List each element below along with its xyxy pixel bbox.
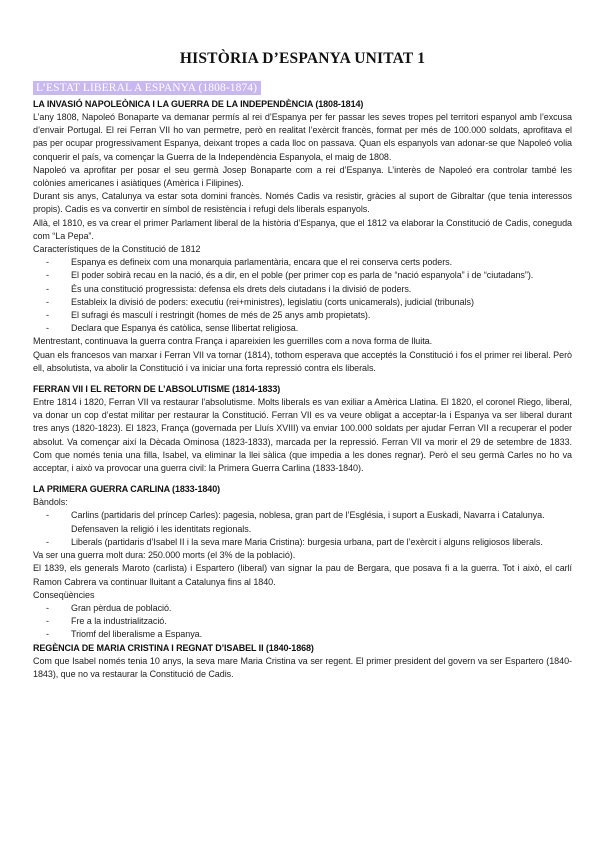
list-item: - Estableix la divisió de poders: executiu (rei+ministres), legislatiu (corts unicamerals), judicial (tribunals) — [71, 296, 572, 309]
list-item: - Fre a la industrialització. — [71, 615, 572, 628]
paragraph: Napoleó va aprofitar per posar el seu germà Josep Bonaparte com a rei d’Espanya. L’interès de Napoleó era controlar també les colònies americanes i asiàtiques (Amèrica i Filipines). — [33, 164, 572, 189]
paragraph: Va ser una guerra molt dura: 250.000 morts (el 3% de la població). — [33, 550, 296, 561]
paragraph: Allà, el 1810, es va crear el primer Parlament liberal de la història d’Espanya, que el 1812 va elaborar la Constitució de Cadis, coneguda com “La Pepa”. — [33, 217, 572, 241]
paragraph: Durant sis anys, Catalunya va estar sota domini francès. Només Cadis va resistir, gràcies al suport de Gibraltar (que tenia interessos propis). Cadis es va convertir en símbol de resistència i refugi dels liberals espanyols. — [33, 191, 572, 215]
paragraph: Quan els francesos van marxar i Ferran VII va tornar (1814), tothom esperava que acceptés la Constitució i fos el primer rei liberal. Però ell, absolutista, va abolir la Constitució i va iniciar una forta repressió contra els liberals. — [33, 349, 572, 373]
list-item: - Gran pèrdua de població. — [71, 602, 572, 615]
list-item: - Declara que Espanya és catòlica, sense llibertat religiosa. — [71, 322, 572, 335]
section-heading-invasio: LA INVASIÓ NAPOLEÒNICA I LA GUERRA DE LA INDEPENDÈNCIA (1808-1814) — [33, 99, 364, 109]
paragraph: Mentrestant, continuava la guerra contra França i apareixien les guerrilles com a nova forma de lluita. — [33, 336, 433, 347]
list-item: - Carlins (partidaris del príncep Carles): pagesia, noblesa, gran part de l’Església, i suport a Euskadi, Navarra i Catalunya. Defensaven la religió i les identitats regionals. — [71, 509, 572, 535]
paragraph: L’any 1808, Napoleó Bonaparte va demanar permís al rei d’Espanya per fer passar les seves tropes pel territori espanyol amb l’excusa d’envair Portugal. El rei Ferran VII ho van permetre, però en realitat l’exèrcit francès, format per més de 100.000 soldats, aprofitava el pas per ocupar progressivament Espanya, deixant tropes a cada lloc on passava. Quan els espanyols van adonar-se que Napoleó volia conquerir el país, va començar la Guerra de la Independència Espanyola, el maig de 1808. — [33, 112, 572, 162]
constitution-characteristics-list — [33, 256, 572, 335]
paragraph: Bàndols: — [33, 497, 68, 508]
sides-list — [33, 509, 572, 549]
section-heading-guerra-carlina: LA PRIMERA GUERRA CARLINA (1833-1840) — [33, 484, 220, 495]
list-item: - El poder sobirà recau en la nació, és a dir, en el poble (per primer cop es parla de “nació espanyola” i de “ciutadans”). — [71, 269, 572, 282]
unit-section-band: L’ESTAT LIBERAL A ESPANYA (1808-1874) — [33, 81, 261, 95]
list-item: - Liberals (partidaris d’Isabel II i la seva mare Maria Cristina): burgesia urbana, part de l’exèrcit i alguns religiosos liberals. — [71, 536, 572, 549]
page-title: HISTÒRIA D’ESPANYA UNITAT 1 — [179, 50, 426, 67]
list-item: - Espanya es defineix com una monarquia parlamentària, encara que el rei conserva certs poders. — [71, 256, 572, 269]
section-heading-ferran-vii: FERRAN VII I EL RETORN DE L’ABSOLUTISME (1814-1833) — [33, 384, 281, 395]
paragraph: Conseqüències — [33, 589, 95, 600]
paragraph: Característiques de la Constitució de 1812 — [33, 244, 201, 255]
paragraph: El 1839, els generals Maroto (carlista) i Espartero (liberal) van signar la pau de Bergara, que posava fi a la guerra. Tot i això, el carlí Ramon Cabrera va continuar lluitant a Catalunya fins al 1840. — [33, 563, 572, 587]
section-heading-regencia: REGÈNCIA DE MARIA CRISTINA I REGNAT D’ISABEL II (1840-1868) — [33, 642, 314, 653]
list-item: - Triomf del liberalisme a Espanya. — [71, 628, 572, 641]
list-item: - El sufragi és masculí i restringit (homes de més de 25 anys amb propietats). — [71, 309, 572, 322]
paragraph: Com que Isabel només tenia 10 anys, la seva mare Maria Cristina va ser regent. El primer president del govern va ser Espartero (1840-1843), que no va restaurar la Constitució de Cadis. — [33, 655, 572, 679]
consequences-list — [33, 602, 572, 642]
list-item: - És una constitució progressista: defensa els drets dels ciutadans i la divisió de poders. — [71, 283, 572, 296]
paragraph: Entre 1814 i 1820, Ferran VII va restaurar l’absolutisme. Molts liberals es van exiliar a Amèrica Llatina. El 1820, el coronel Riego, liberal, va donar un cop d’estat militar per restaurar la Constitució. Ferran VII es va veure obligat a acceptar-la i Espanya va ser liberal durant tres anys (1820-1823). El 1823, França (governada per Lluís XVIII) va enviar 100.000 soldats per ajudar Ferran VII a recuperar el poder absolut. Va començar així la Dècada Ominosa (1823-1833), marcada per la repressió. Ferran VII va morir el 29 de setembre de 1833. Com que només tenia una filla, Isabel, va eliminar la llei sàlica (que impedia a les dones regnar). Però el seu germà Carles no ho va acceptar, i això va provocar una guerra civil: la Primera Guerra Carlina (1833-1840). — [33, 397, 572, 474]
